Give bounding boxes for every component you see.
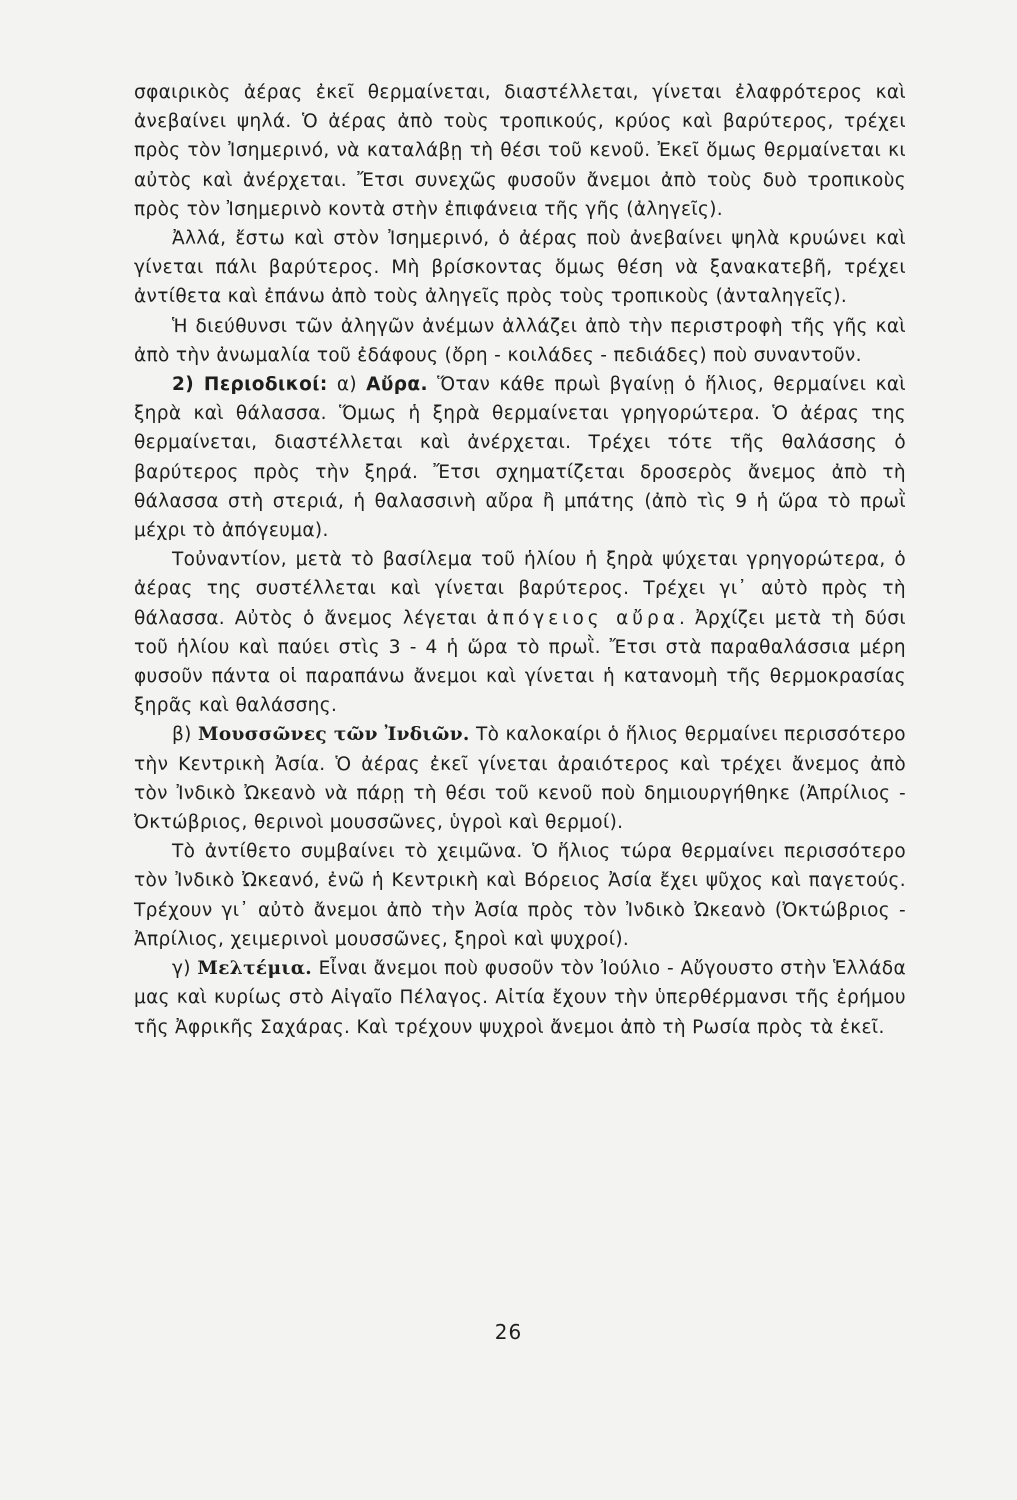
- paragraph-land-breeze: [134, 545, 906, 720]
- paragraph-monsoons: [134, 720, 906, 837]
- heading-aura: Αὔρα.: [366, 374, 428, 396]
- land-breeze-text-b: . Ἀρχίζει μετὰ τὴ δύσι τοῦ ἡλίου καὶ παύει στὶς 3 - 4 ἡ ὥρα τὸ πρωῒ. Ἔτσι στὰ παραθαλάσσια μέρη φυσοῦν πάντα οἱ παραπάνω ἄνεμοι καὶ γίνεται ἡ κατανομὴ τῆς θερμοκρασίας ξηρᾶς καὶ θαλάσσης.: [134, 607, 906, 717]
- paragraph-periodic-winds: [134, 370, 906, 545]
- heading-meltemia: Μελτέμια.: [197, 958, 313, 980]
- paragraph-winter-monsoon: Τὸ ἀντίθετο συμβαίνει τὸ χειμῶνα. Ὁ ἥλιος τώρα θερμαίνει περισσότερο τὸν Ἰνδικὸ Ὠκεανό, ἐνῶ ἡ Κεντρικὴ καὶ Βόρειος Ἀσία ἔχει ψῦχος καὶ παγετούς. Τρέχουν γι᾽ αὐτὸ ἄνεμοι ἀπὸ τὴν Ἀσία πρὸς τὸν Ἰνδικὸ Ὠκεανὸ (Ὀκτώβριος - Ἀπρίλιος, χειμερινοὶ μουσσῶνες, ξηροὶ καὶ ψυχροί).: [134, 841, 906, 950]
- term-land-breeze: ἀπόγειος αὔρα: [486, 607, 679, 629]
- land-breeze-text-a: Τοὐναντίον, μετὰ τὸ βασίλεμα τοῦ ἡλίου ἡ ξηρὰ ψύχεται γρηγορώτερα, ὁ ἀέρας της συστέλλεται καὶ γίνεται βαρύτερος. Τρέχει γι᾽ αὐτὸ πρὸς τὴ θάλασσα. Αὐτὸς ὁ ἄνεμος λέγεται: [134, 549, 906, 629]
- heading-monsoons: Μουσσῶνες τῶν Ἰνδιῶν.: [197, 724, 470, 746]
- paragraph-1: σφαιρικὸς ἀέρας ἐκεῖ θερμαίνεται, διαστέλλεται, γίνεται ἐλαφρότερος καὶ ἀνεβαίνει ψηλά. Ὁ ἀέρας ἀπὸ τοὺς τροπικούς, κρύος καὶ βαρύτερος, τρέχει πρὸς τὸν Ἰσημερινό, νὰ καταλάβῃ τὴ θέσι τοῦ κενοῦ. Ἐκεῖ ὅμως θερμαίνεται κι αὐτὸς καὶ ἀνέρχεται. Ἔτσι συνεχῶς φυσοῦν ἄνεμοι ἀπὸ τοὺς δυὸ τροπικοὺς πρὸς τὸν Ἰσημερινὸ κοντὰ στὴν ἐπιφάνεια τῆς γῆς (ἀληγεῖς).: [134, 82, 906, 220]
- monsoons-text: Τὸ καλοκαίρι ὁ ἥλιος θερμαίνει περισσότερο τὴν Κεντρικὴ Ἀσία. Ὁ ἀέρας ἐκεῖ γίνεται ἀραιότερος καὶ τρέχει ἄνεμος ἀπὸ τὸν Ἰνδικὸ Ὠκεανὸ νὰ πάρῃ τὴ θέσι τοῦ κενοῦ ποὺ δημιουργήθηκε (Ἀπρίλιος - Ὀκτώβριος, θερινοὶ μουσσῶνες, ὑγροὶ καὶ θερμοί).: [134, 724, 906, 834]
- subsection-label-b: β): [172, 724, 198, 746]
- paragraph-meltemia: [134, 954, 906, 1042]
- paragraph-3: Ἡ διεύθυνσι τῶν ἀληγῶν ἀνέμων ἀλλάζει ἀπὸ τὴν περιστροφὴ τῆς γῆς καὶ ἀπὸ τὴν ἀνωμαλία τοῦ ἐδάφους (ὄρη - κοιλάδες - πεδιάδες) ποὺ συναντοῦν.: [134, 315, 906, 366]
- heading-periodic-winds: 2) Περιοδικοί:: [172, 374, 328, 396]
- subsection-label-c: γ): [172, 958, 198, 980]
- paragraph-aura-text: Ὅταν κάθε πρωὶ βγαίνῃ ὁ ἥλιος, θερμαίνει καὶ ξηρὰ καὶ θάλασσα. Ὅμως ἡ ξηρὰ θερμαίνεται γρηγορώτερα. Ὁ ἀέρας της θερμαίνεται, διαστέλλεται καὶ ἀνέρχεται. Τρέχει τότε τῆς θαλάσσης ὁ βαρύτερος πρὸς τὴν ξηρά. Ἔτσι σχηματίζεται δροσερὸς ἄνεμος ἀπὸ τὴ θάλασσα στὴ στεριά, ἡ θαλασσινὴ αὔρα ἢ μπάτης (ἀπὸ τὶς 9 ἡ ὥρα τὸ πρωῒ μέχρι τὸ ἀπόγευμα).: [134, 374, 906, 542]
- page-number: 26: [494, 1320, 523, 1344]
- meltemia-text: Εἶναι ἄνεμοι ποὺ φυσοῦν τὸν Ἰούλιο - Αὔγουστο στὴν Ἑλλάδα μας καὶ κυρίως στὸ Αἰγαῖο Πέλαγος. Αἰτία ἔχουν τὴν ὑπερθέρμανσι τῆς ἐρήμου τῆς Ἀφρικῆς Σαχάρας. Καὶ τρέχουν ψυχροὶ ἄνεμοι ἀπὸ τὴ Ρωσία πρὸς τὰ ἐκεῖ.: [134, 958, 906, 1038]
- paragraph-2: Ἀλλά, ἔστω καὶ στὸν Ἰσημερινό, ὁ ἀέρας ποὺ ἀνεβαίνει ψηλὰ κρυώνει καὶ γίνεται πάλι βαρύτερος. Μὴ βρίσκοντας ὅμως θέση νὰ ξανακατεβῆ, τρέχει ἀντίθετα καὶ ἐπάνω ἀπὸ τοὺς ἀληγεῖς πρὸς τοὺς τροπικοὺς (ἀνταληγεῖς).: [134, 228, 906, 308]
- subsection-label-a: α): [327, 374, 367, 396]
- body-text: [134, 78, 906, 1042]
